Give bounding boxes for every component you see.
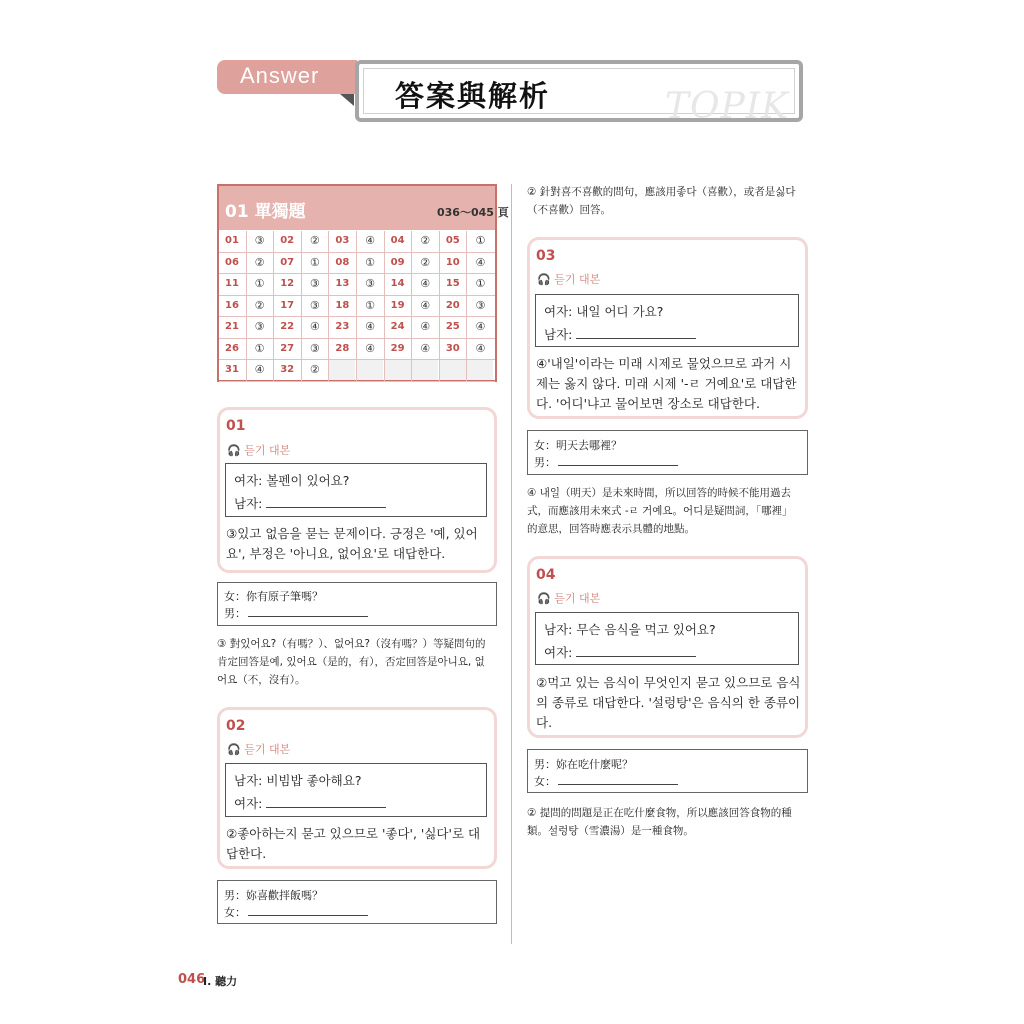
answer-cell [412,360,438,380]
note-line: ④ 내일（明天）是未來時間，所以回答的時候不能用過去 [527,487,792,499]
translation-line: 女： [224,904,368,920]
translation-line: 男：妳喜歡拌飯嗎？ [224,889,323,902]
answer-cell: ④ [420,298,431,312]
note-line: ② 提問的問題是正在吃什麼食物，所以應該回答食物的種 [527,807,792,819]
answer-cell: ① [365,255,375,269]
answer-blank [558,457,678,466]
question-number-cell: 07 [280,256,295,268]
translation-line: 女：明天去哪裡？ [534,439,622,452]
answer-cell: ② [254,298,265,312]
answer-cell [467,360,493,380]
answer-cell: ④ [420,320,431,333]
question-number-cell: 03 [335,235,350,246]
answer-cell: ④ [365,341,375,355]
page-section: I. 聽力 [203,975,238,988]
question-number-cell: 02 [280,235,295,246]
note-line: 式，而應該用未來式 -ㄹ 거예요。어디是疑問詞，「哪裡」 [527,505,793,517]
question-number-cell: 17 [280,299,295,311]
grid-line [356,231,357,382]
answer-cell: ③ [309,298,320,312]
dialog-line-answer: 남자: [544,325,696,343]
grid-line [273,231,274,382]
question-number-cell: 22 [280,321,295,332]
answer-cell [357,360,383,380]
dialog-line: 여자: 내일 어디 가요? [544,304,664,319]
answer-blank [266,497,386,508]
question-number-cell: 24 [390,321,405,332]
answer-blank [248,907,368,916]
listen-label: 🎧 듣기 대본 [227,444,291,457]
question-number-cell: 26 [225,342,239,354]
question-number-cell: 12 [280,278,295,289]
answer-cell: ② [420,255,431,269]
question-number-cell: 13 [335,278,350,289]
answer-grid-title: 01 單獨題 [225,202,306,222]
question-04-number: 04 [536,567,556,583]
question-number-cell: 11 [225,278,239,289]
note-line: ③ 對있어요?（有嗎？）、없어요?（沒有嗎？）等疑問句的 [217,638,486,650]
translation-line: 女：你有原子筆嗎？ [224,590,323,603]
answer-blank [576,328,696,339]
question-01-number: 01 [226,418,246,434]
question-number-cell: 25 [445,321,460,332]
note-line: （不喜歡）回答。 [527,204,611,216]
grid-line [439,231,440,382]
question-03-number: 03 [536,248,556,264]
explanation-line: 답한다. [226,846,267,861]
listen-label: 🎧 듣기 대본 [227,743,291,756]
answer-cell: ③ [309,277,320,290]
grid-line [384,231,385,382]
note-line: 類。설렁탕（雪濃湯）是一種食物。 [527,825,694,837]
answer-cell: ① [309,255,320,269]
dialog-line: 남자: 무슨 음식을 먹고 있어요? [544,622,716,637]
answer-cell: ④ [420,277,431,290]
question-number-cell [440,360,466,380]
answer-cell: ④ [475,341,486,355]
answer-blank [266,797,386,808]
listen-label: 🎧 듣기 대본 [537,592,601,605]
topik-watermark: TOPIK [665,86,789,127]
answer-cell: ④ [475,320,486,333]
explanation-line: 의 종류로 대답한다. '설렁탕'은 음식의 한 종류이 [536,695,801,710]
answer-cell: ④ [309,320,320,333]
explanation-line: ④'내일'이라는 미래 시제로 물었으므로 과거 시 [536,356,792,371]
page-title: 答案與解析 [395,79,551,113]
answer-cell: ① [475,234,486,247]
listen-label: 🎧 듣기 대본 [537,273,601,286]
answer-cell: ① [254,341,265,355]
answer-cell: ① [475,277,486,290]
question-number-cell: 15 [445,278,460,289]
note-line: ② 針對喜不喜歡的問句，應該用좋다（喜歡），或者是싫다 [527,186,796,198]
question-number-cell: 23 [335,321,350,332]
explanation-line: ②좋아하는지 묻고 있으므로 '좋다', '싫다'로 대 [226,826,481,841]
answer-cell: ② [309,363,320,376]
answer-cell: ④ [365,320,375,333]
explanation-line: 요', 부정은 '아니요, 없어요'로 대답한다. [226,546,446,561]
answer-cell: ② [420,234,431,247]
answer-cell: ④ [475,255,486,269]
dialog-line: 여자: 볼펜이 있어요? [234,473,350,488]
answer-cell: ④ [420,341,431,355]
translation-line: 女： [534,773,678,789]
question-number-cell: 01 [225,235,239,246]
grid-line [328,231,329,382]
question-number-cell: 08 [335,256,350,268]
page-number: 046 [178,972,206,987]
question-number-cell: 20 [445,299,460,311]
answer-cell: ④ [254,363,265,376]
question-number-cell: 19 [390,299,405,311]
question-number-cell: 27 [280,342,295,354]
note-line: 肯定回答是예, 있어요（是的，有），否定回答是아니요, 없 [217,656,485,668]
answer-blank [576,646,696,657]
answer-cell: ② [309,234,320,247]
question-number-cell: 21 [225,321,239,332]
answer-cell: ③ [254,234,265,247]
answer-blank [248,608,368,617]
grid-line [411,231,412,382]
answer-blank [558,776,678,785]
answer-cell: ① [365,298,375,312]
grid-line [246,231,247,382]
answer-cell: ③ [254,320,265,333]
question-number-cell: 05 [445,235,460,246]
answer-cell: ② [254,255,265,269]
grid-line [466,231,467,382]
question-number-cell: 10 [445,256,460,268]
question-number-cell: 29 [390,342,405,354]
question-number-cell [385,360,411,380]
grid-line [219,381,495,382]
note-line: 어요（不，沒有）。 [217,674,306,686]
question-number-cell: 31 [225,364,239,375]
question-number-cell: 30 [445,342,460,354]
answer-cell: ④ [365,234,375,247]
question-number-cell: 06 [225,256,239,268]
dialog-line-answer: 여자: [544,643,696,661]
headphones-icon: 🎧 [227,743,241,756]
dialog-line: 남자: 비빔밥 좋아해요? [234,773,362,788]
note-line: 的意思，回答時應表示具體的地點。 [527,523,695,535]
headphones-icon: 🎧 [537,592,551,605]
tab-corner-shape [340,94,354,106]
headphones-icon: 🎧 [537,273,551,286]
question-02-number: 02 [226,718,246,734]
headphones-icon: 🎧 [227,444,241,457]
answer-grid-pages: 036～045 頁 [437,206,509,219]
translation-line: 男： [534,454,678,470]
answer-label: Answer [240,63,320,88]
question-number-cell: 32 [280,364,295,375]
explanation-line: 다. [536,715,553,730]
question-number-cell: 16 [225,299,239,311]
answer-cell: ③ [309,341,320,355]
explanation-line: ②먹고 있는 음식이 무엇인지 묻고 있으므로 음식 [536,675,801,690]
explanation-line: 제는 옳지 않다. 미래 시제 '-ㄹ 거예요'로 대답한 [536,376,797,391]
question-number-cell [329,360,355,380]
grid-line [301,231,302,382]
question-number-cell: 28 [335,342,350,354]
translation-line: 男：妳在吃什麼呢？ [534,758,633,771]
explanation-line: 다. '어디'냐고 물어보면 장소로 대답한다. [536,396,760,411]
explanation-line: ③있고 없음을 묻는 문제이다. 긍정은 '예, 있어 [226,526,478,541]
answer-cell: ③ [365,277,375,290]
question-number-cell: 04 [390,235,405,246]
translation-line: 男： [224,605,368,621]
question-number-cell: 09 [390,256,405,268]
question-number-cell: 14 [390,278,405,289]
dialog-line-answer: 여자: [234,794,386,812]
answer-cell: ③ [475,298,486,312]
dialog-line-answer: 남자: [234,494,386,512]
answer-cell: ① [254,277,265,290]
column-divider [511,184,512,944]
question-number-cell: 18 [335,299,350,311]
